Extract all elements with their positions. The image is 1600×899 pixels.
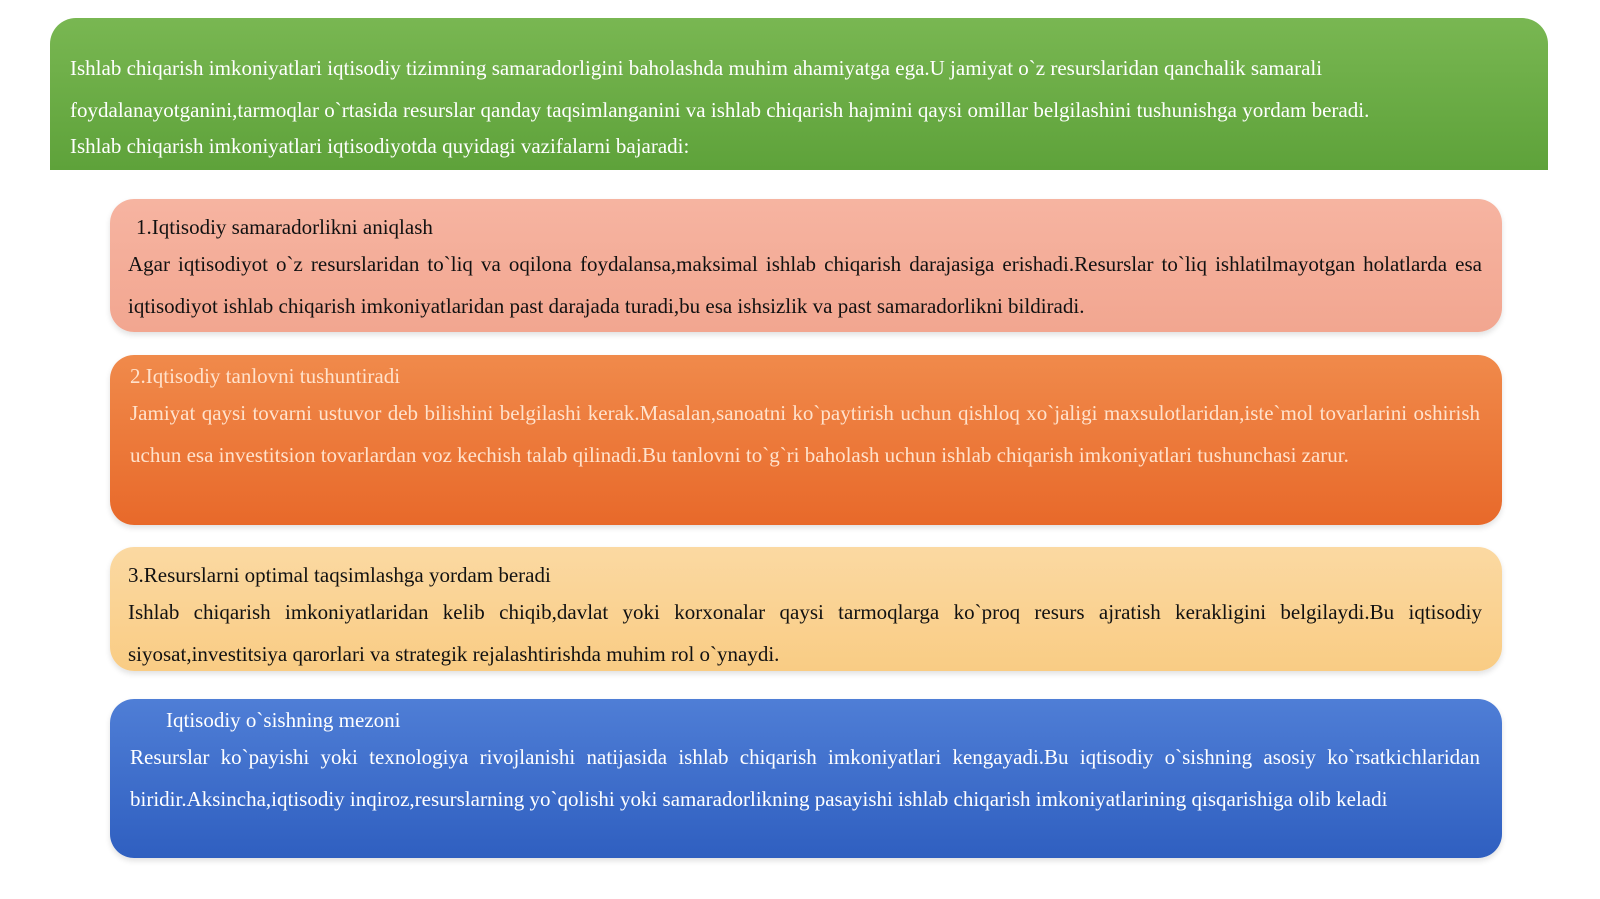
card-body: Resurslar ko`payishi yoki texnologiya rivojlanishi natijasida ishlab chiqarish imkoniyatlari kengayadi.Bu iqtisodiy o`sishning asosiy ko`rsatkichlaridan biridir.Aksincha,iqtisodiy inqiroz,resurslarning yo`qolishi yoki samaradorlikning pasayishi ishlab chiqarish imkoniyatlarining qisqarishiga olib keladi (130, 745, 1480, 811)
intro-lead-in: Ishlab chiqarish imkoniyatlari iqtisodiyotda quyidagi vazifalarni bajaradi: (70, 134, 690, 158)
card-title: 2.Iqtisodiy tanlovni tushuntiradi (130, 364, 401, 388)
card-body: Jamiyat qaysi tovarni ustuvor deb bilishini belgilashi kerak.Masalan,sanoatni ko`paytirish uchun qishloq xo`jaligi maxsulotlaridan,iste`mol tovarlarini oshirish uchun esa investitsion tovarlardan voz kechish talab qilinadi.Bu tanlovni to`g`ri baholash uchun ishlab chiqarish imkoniyatlari tushunchasi zarur. (130, 401, 1480, 467)
card-resource-allocation (110, 547, 1502, 671)
card-economic-efficiency (110, 199, 1502, 332)
card-economic-growth (110, 699, 1502, 858)
card-body: Agar iqtisodiyot o`z resurslaridan to`liq va oqilona foydalansa,maksimal ishlab chiqarish darajasiga erishadi.Resurslar to`liq ishlatilmayotgan holatlarda esa iqtisodiyot ishlab chiqarish imkoniyatlaridan past darajada turadi,bu esa ishsizlik va past samaradorlikni bildiradi. (128, 252, 1482, 318)
card-title: Iqtisodiy o`sishning mezoni (166, 708, 401, 732)
card-title: 1.Iqtisodiy samaradorlikni aniqlash (136, 215, 433, 239)
card-body: Ishlab chiqarish imkoniyatlaridan kelib chiqib,davlat yoki korxonalar qaysi tarmoqlarga ko`proq resurs ajratish kerakligini belgilaydi.Bu iqtisodiy siyosat,investitsiya qarorlari va strategik rejalashtirishda muhim rol o`ynaydi. (128, 600, 1482, 666)
card-economic-choice (110, 355, 1502, 525)
intro-paragraph: Ishlab chiqarish imkoniyatlari iqtisodiy tizimning samaradorligini baholashda muhim ahamiyatga ega.U jamiyat o`z resurslaridan qanchalik samarali foydalanayotganini,tarmoqlar o`rtasida resurslar qanday taqsimlanganini va ishlab chiqarish hajmini qaysi omillar belgilashini tushunishga yordam beradi. (70, 56, 1370, 122)
intro-box (50, 18, 1548, 170)
card-title: 3.Resurslarni optimal taqsimlashga yordam beradi (128, 563, 551, 587)
